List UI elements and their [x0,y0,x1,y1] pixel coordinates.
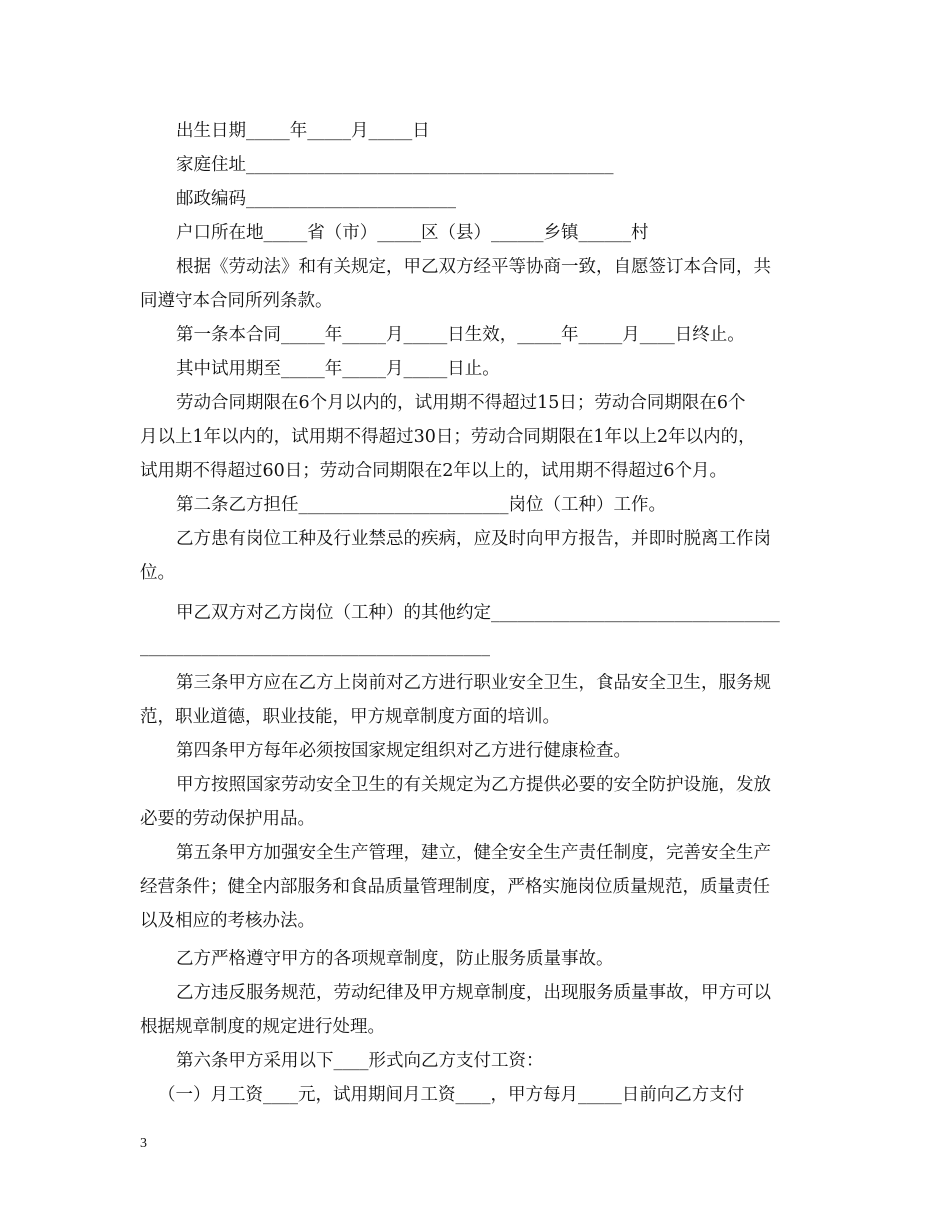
text-line: 范，职业道德，职业技能，甲方规章制度方面的培训。 [140,707,560,727]
text-line: 第三条甲方应在乙方上岗前对乙方进行职业安全卫生，食品安全卫生，服务规 [176,673,771,693]
text-line: 第四条甲方每年必须按国家规定组织对乙方进行健康检查。 [176,741,631,761]
text-line: 乙方患有岗位工种及行业禁忌的疾病，应及时向甲方报告，并即时脱离工作岗 [176,529,771,549]
text-line: 乙方违反服务规范，劳动纪律及甲方规章制度，出现服务质量事故，甲方可以 [176,983,771,1003]
text-line: 同遵守本合同所列条款。 [140,291,333,311]
text-line: 劳动合同期限在6个月以内的，试用期不得超过15日；劳动合同期限在6个 [176,393,746,413]
text-line: 乙方严格遵守甲方的各项规章制度，防止服务质量事故。 [176,949,614,969]
text-line: 甲乙双方对乙方岗位（工种）的其他约定_________________________________ [176,603,780,623]
text-line: 其中试用期至_____年_____月_____日止。 [176,359,500,379]
text-line: （一）月工资____元，试用期间月工资____，甲方每月_____日前向乙方支付 [158,1085,745,1105]
text-line: ________________________________________ [140,637,490,657]
page-number: 3 [140,1136,147,1151]
text-line: 经营条件；健全内部服务和食品质量管理制度，严格实施岗位质量规范，质量责任 [140,877,770,897]
text-line: 第一条本合同_____年_____月_____日生效，_____年_____月____日终止。 [176,325,745,345]
text-line: 出生日期_____年_____月_____日 [176,121,430,141]
text-line: 第二条乙方担任________________________岗位（工种）工作。 [176,495,666,515]
text-line: 以及相应的考核办法。 [140,911,315,931]
text-line: 根据《劳动法》和有关规定，甲乙双方经平等协商一致，自愿签订本合同，共 [176,257,771,277]
text-line: 第六条甲方采用以下____形式向乙方支付工资： [176,1051,544,1071]
text-line: 试用期不得超过60日；劳动合同期限在2年以上的，试用期不得超过6个月。 [140,461,728,481]
text-line: 家庭住址__________________________________________ [176,155,614,175]
text-line: 甲方按照国家劳动安全卫生的有关规定为乙方提供必要的安全防护设施，发放 [176,775,771,795]
text-line: 第五条甲方加强安全生产管理，建立，健全安全生产责任制度，完善安全生产 [176,843,771,863]
text-line: 必要的劳动保护用品。 [140,809,315,829]
text-line: 位。 [140,563,175,583]
text-line: 户口所在地_____省（市）_____区（县）______乡镇______村 [176,223,649,243]
text-line: 月以上1年以内的，试用期不得超过30日；劳动合同期限在1年以上2年以内的， [140,427,756,447]
text-line: 根据规章制度的规定进行处理。 [140,1017,385,1037]
text-line: 邮政编码________________________ [176,189,456,209]
